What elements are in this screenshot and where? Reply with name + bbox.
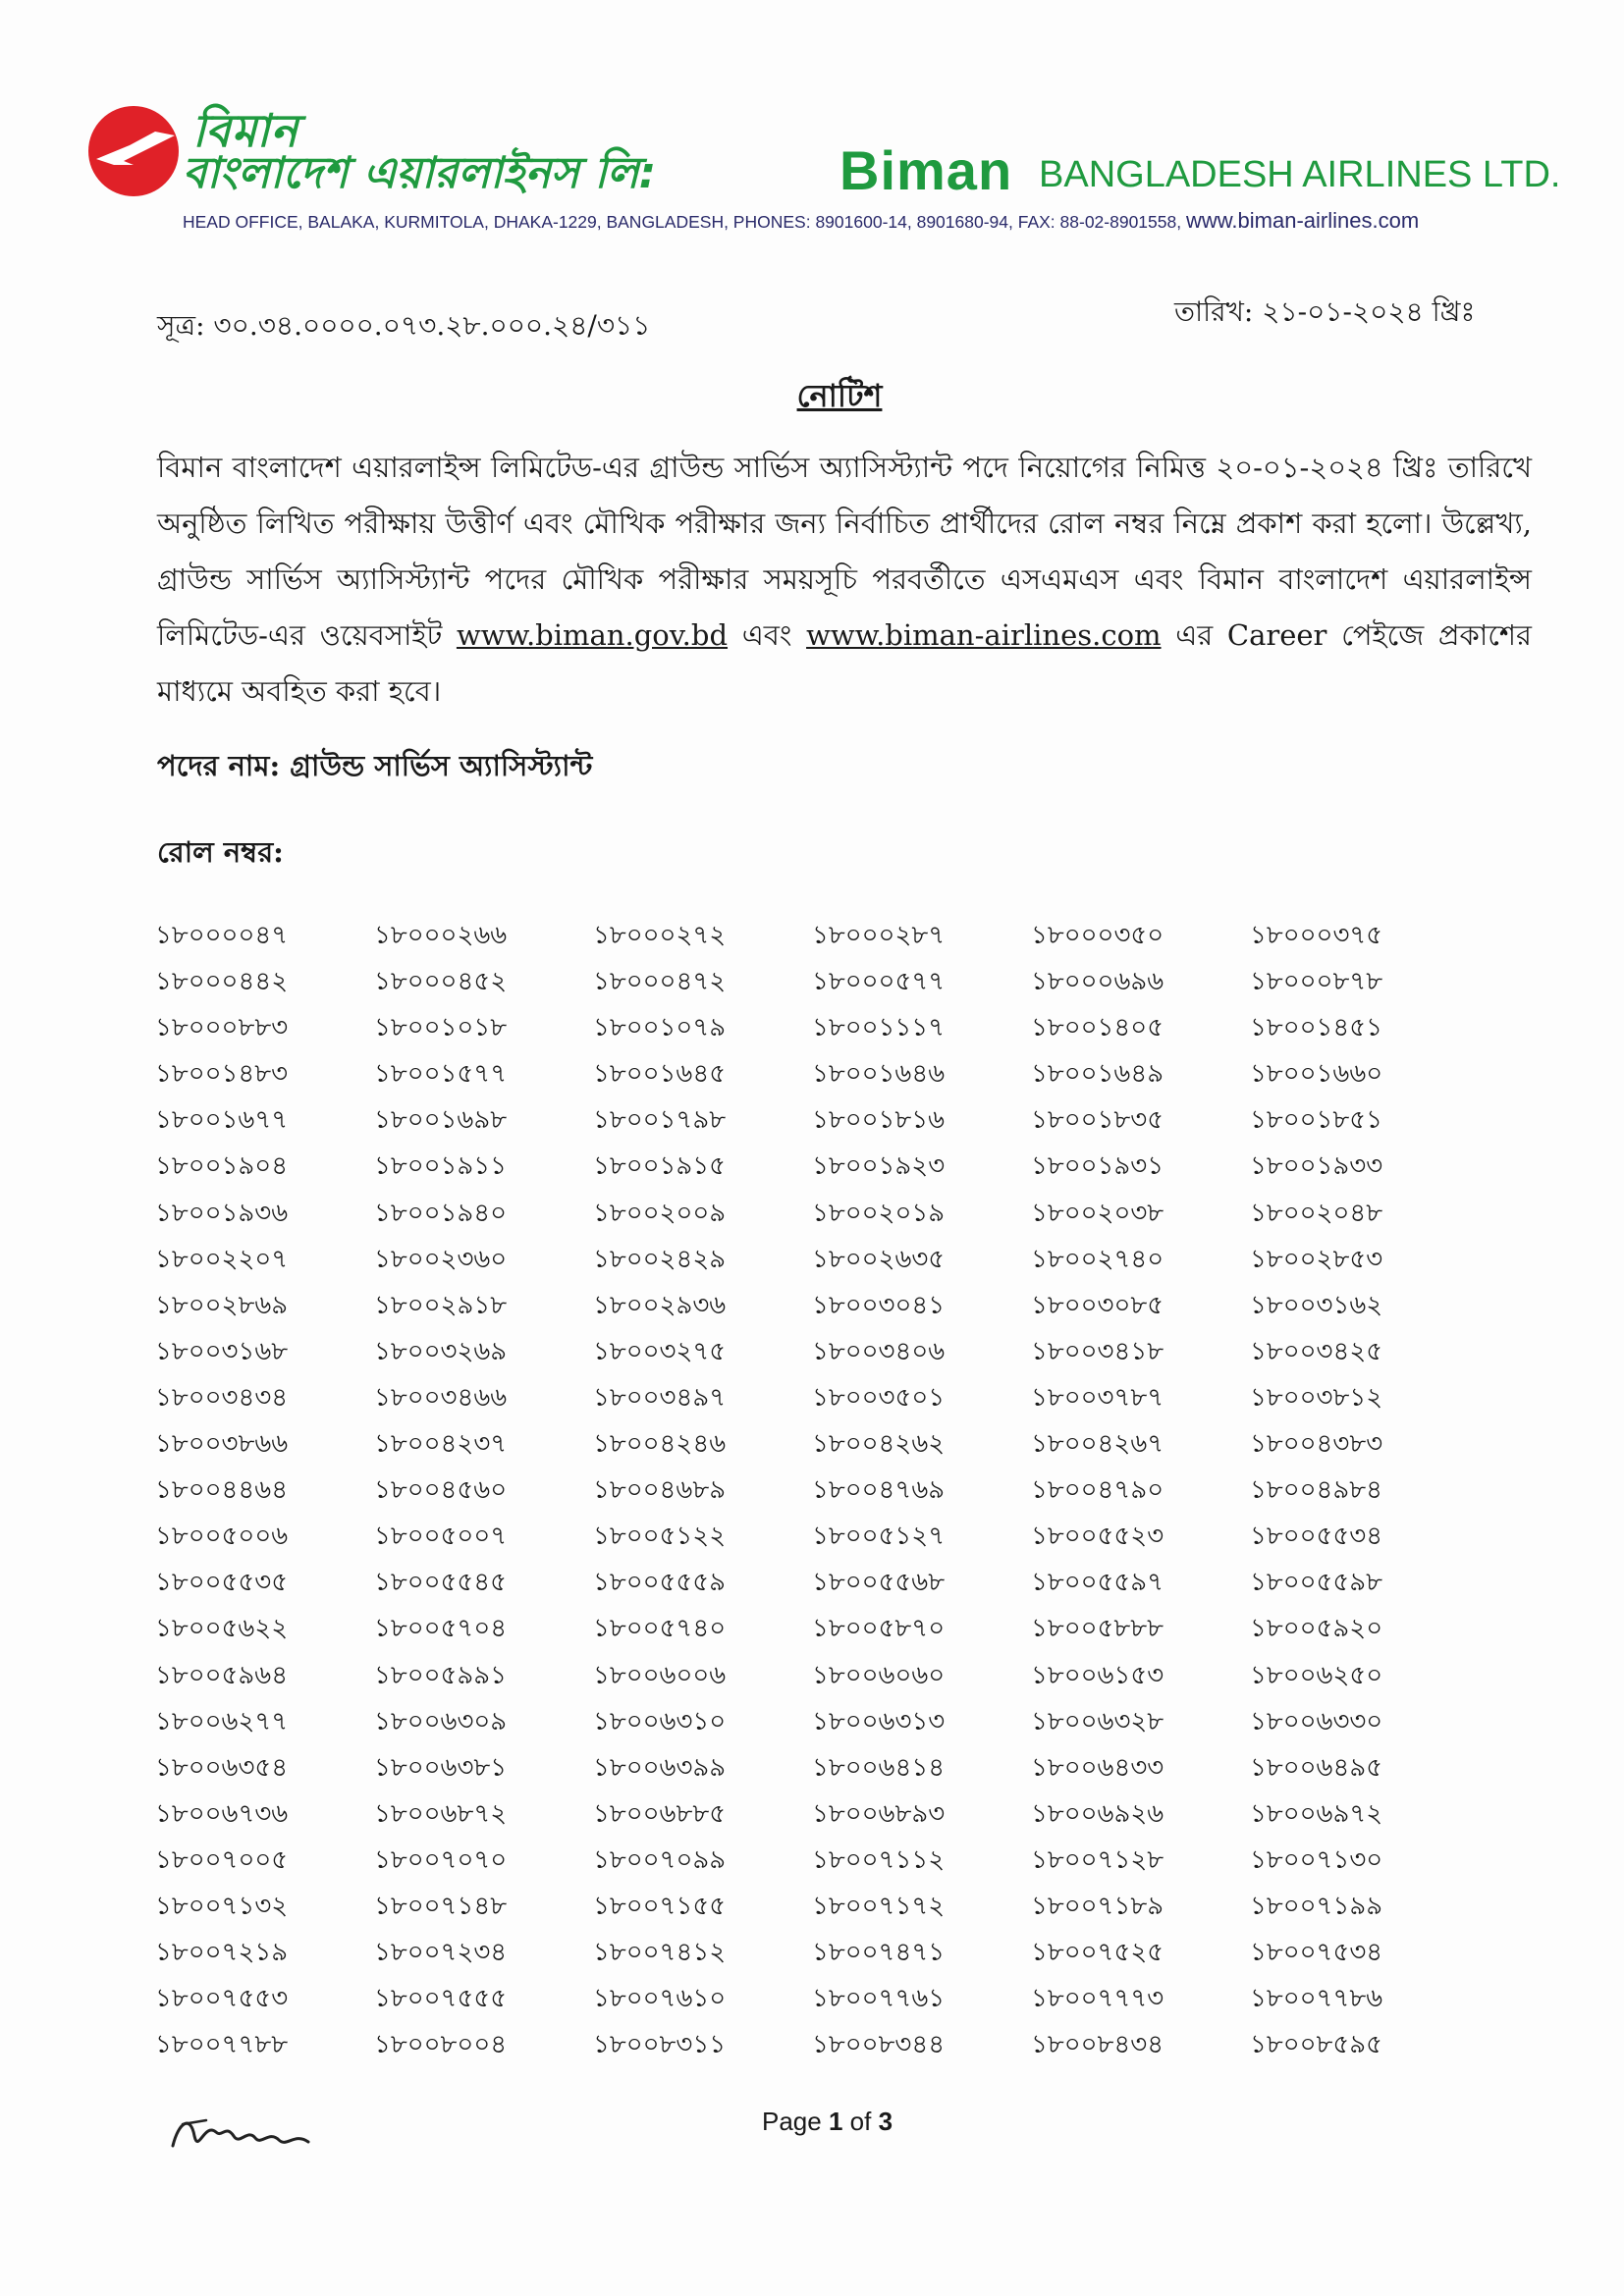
roll-number: ১৮০০৩৮১২ [1250,1382,1383,1413]
roll-number: ১৮০০৭৭৮৮ [155,2030,289,2060]
roll-number: ১৮০০৭১৩০ [1250,1844,1383,1875]
roll-number: ১৮০০৪২৬২ [812,1429,946,1460]
roll-number: ১৮০০৬৩০৯ [374,1706,508,1736]
roll-number: ১৮০০৫৫৬৮ [812,1568,946,1598]
english-company-name: BANGLADESH AIRLINES LTD. [1039,154,1561,195]
roll-number: ১৮০০১৯২৩ [812,1151,946,1182]
roll-number: ১৮০০৩৪৩৪ [155,1382,289,1413]
roll-number: ১৮০০০০৪৭ [155,921,289,950]
roll-number: ১৮০০৬৩৮১ [374,1752,508,1783]
roll-number: ১৮০০৪৪৬৪ [155,1475,289,1506]
page-number [762,2107,893,2137]
roll-number: ১৮০০১০১৮ [374,1013,508,1043]
roll-number: ১৮০০৭৫২৫ [1031,1938,1164,1968]
roll-number: ১৮০০১৮১৬ [812,1105,946,1136]
roll-number: ১৮০০১৮৩৫ [1031,1105,1164,1136]
roll-number: ১৮০০৫৫২৩ [1031,1522,1164,1552]
roll-number: ১৮০০২৯১৮ [374,1290,508,1320]
roll-number: ১৮০০৩১৬২ [1250,1290,1383,1320]
roll-number: ১৮০০৪২৪৬ [593,1429,727,1460]
roll-number: ১৮০০৮৪৩৪ [1031,2030,1164,2060]
roll-number: ১৮০০৬০৬০ [812,1660,946,1690]
roll-number: ১৮০০১৮৫১ [1250,1105,1383,1136]
roll-number: ১৮০০৩১৬৮ [155,1336,289,1366]
roll-number: ১৮০০১৪০৫ [1031,1013,1164,1043]
roll-number: ১৮০০১৯৩১ [1031,1151,1164,1182]
roll-number: ১৮০০৭০৯৯ [593,1844,727,1875]
roll-number: ১৮০০৭৫৩৪ [1250,1938,1383,1968]
body-text-part-2: এবং [728,618,807,652]
roll-number: ১৮০০৭১১২ [812,1844,946,1875]
roll-number: ১৮০০১৬৪৫ [593,1059,727,1090]
roll-number-label: রোল নম্বর: [157,835,284,869]
roll-number: ১৮০০১৬৪৬ [812,1059,946,1090]
roll-number: ১৮০০২২০৭ [155,1244,289,1274]
roll-number: ১৮০০৬৭৩৬ [155,1798,289,1829]
roll-number: ১৮০০৩৪০৬ [812,1336,946,1366]
roll-number: ১৮০০৫৮৭০ [812,1614,946,1644]
roll-number: ১৮০০৩৫০১ [812,1382,946,1413]
roll-number: ১৮০০৫০০৭ [374,1522,508,1552]
roll-number: ১৮০০২০৪৮ [1250,1198,1383,1228]
notice-date: তারিখ: ২১-০১-২০২৪ খ্রিঃ [1174,295,1476,328]
body-text-part-1: বিমান বাংলাদেশ এয়ারলাইন্স লিমিটেড-এর গ্রাউন্ড সার্ভিস অ্যাসিস্ট্যান্ট পদে নিয়োগের নিমিত্ত ২০-০১-২০২৪ খ্রিঃ তারিখে অনুষ্ঠিত লিখিত পরীক্ষায় উত্তীর্ণ এবং মৌখিক পরীক্ষার জন্য নির্বাচিত প্রার্থীদের রোল নম্বর নিম্নে প্রকাশ করা হলো। উল্লেখ্য, গ্রাউন্ড সার্ভিস অ্যাসিস্ট্যান্ট পদের মৌখিক পরীক্ষার সময়সূচি পরবর্তীতে এসএমএস এবং বিমান বাংলাদেশ এয়ারলাইন্স লিমিটেড-এর ওয়েবসাইট [157,451,1532,652]
roll-number: ১৮০০৫৯২০ [1250,1614,1383,1644]
roll-number: ১৮০০৬৩১০ [593,1706,727,1736]
roll-number: ১৮০০৫৯৬৪ [155,1660,289,1690]
roll-number: ১৮০০৫৬২২ [155,1614,289,1644]
roll-number: ১৮০০১৯৪০ [374,1198,508,1228]
roll-number: ১৮০০১৫৭৭ [374,1059,508,1090]
roll-number: ১৮০০৪২৬৭ [1031,1429,1164,1460]
head-office-address: HEAD OFFICE, BALAKA, KURMITOLA, DHAKA-1229, BANGLADESH, PHONES: 8901600-14, 8901680-94, FAX: 88-02-8901558, [183,212,1182,232]
roll-number: ১৮০০৫৫৯৭ [1031,1568,1164,1598]
roll-number: ১৮০০৭১৭২ [812,1891,946,1921]
roll-number: ১৮০০২৭৪০ [1031,1244,1164,1274]
roll-number: ১৮০০৬৪৩৩ [1031,1752,1164,1783]
bengali-name-top: বিমান [192,104,299,157]
post-name: পদের নাম: গ্রাউন্ড সার্ভিস অ্যাসিস্ট্যান্ট [157,749,593,782]
roll-number: ১৮০০৪৭৯০ [1031,1475,1164,1506]
roll-number: ১৮০০৩৪৬৬ [374,1382,508,1413]
roll-number: ১৮০০৬৩৩০ [1250,1706,1383,1736]
roll-number: ১৮০০৩০৪১ [812,1290,946,1320]
roll-number: ১৮০০০৪৭২ [593,967,727,997]
roll-number: ১৮০০৭১৯৯ [1250,1891,1383,1921]
roll-number: ১৮০০০২৬৬ [374,921,508,950]
roll-number: ১৮০০১৬৪৯ [1031,1059,1164,1090]
roll-number: ১৮০০০৪৫২ [374,967,508,997]
roll-number: ১৮০০৫০০৬ [155,1522,289,1552]
roll-number: ১৮০০৫৫৯৮ [1250,1568,1383,1598]
head-office-website: www.biman-airlines.com [1185,208,1420,233]
biman-airlines-link[interactable]: www.biman-airlines.com [806,618,1162,652]
page-total: 3 [878,2107,893,2136]
roll-number: ১৮০০২০৩৮ [1031,1198,1164,1228]
roll-number: ১৮০০৮৩৪৪ [812,2030,946,2060]
roll-number: ১৮০০৬৯৭২ [1250,1798,1383,1829]
roll-number: ১৮০০৬৯২৬ [1031,1798,1164,1829]
roll-number: ১৮০০১৪৫১ [1250,1013,1383,1043]
roll-number: ১৮০০১০৭৯ [593,1013,727,1043]
roll-number: ১৮০০৭৭৭৩ [1031,1984,1164,2014]
page-current: 1 [828,2107,843,2136]
roll-number: ১৮০০১৪৮৩ [155,1059,289,1090]
roll-number: ১৮০০০৮৭৮ [1250,967,1383,997]
roll-number: ১৮০০৭৭৮৬ [1250,1984,1383,2014]
roll-number: ১৮০০১৬৬০ [1250,1059,1383,1090]
roll-number: ১৮০০৭০০৫ [155,1844,289,1875]
roll-number: ১৮০০৬৩৯৯ [593,1752,727,1783]
roll-number: ১৮০০৫৫৩৫ [155,1568,289,1598]
reference-number: সূত্র: ৩০.৩৪.০০০০.০৭৩.২৮.০০০.২৪/৩১১ [157,309,651,342]
roll-number: ১৮০০৮০০৪ [374,2030,508,2060]
roll-number: ১৮০০১৭৯৮ [593,1105,727,1136]
notice-title: নোটিশ [796,377,883,414]
roll-number: ১৮০০০২৮৭ [812,921,946,950]
roll-number: ১৮০০৪৬৮৯ [593,1475,727,1506]
roll-number: ১৮০০৬৪৯৫ [1250,1752,1383,1783]
biman-logo-icon [84,102,183,200]
roll-number: ১৮০০৬৮৯৩ [812,1798,946,1829]
roll-number: ১৮০০৫৭৪০ [593,1614,727,1644]
roll-number: ১৮০০৭১৪৮ [374,1891,508,1921]
roll-number: ১৮০০০৬৯৬ [1031,967,1164,997]
roll-number: ১৮০০৭২১৯ [155,1938,289,1968]
roll-number: ১৮০০১৯০৪ [155,1151,289,1182]
signature [165,2103,322,2162]
roll-number: ১৮০০৩৪১৮ [1031,1336,1164,1366]
roll-number: ১৮০০২০০৯ [593,1198,727,1228]
notice-body [157,440,1532,720]
roll-number: ১৮০০৫৫৪৫ [374,1568,508,1598]
roll-number: ১৮০০৭৫৫৩ [155,1984,289,2014]
roll-number: ১৮০০৫৮৮৮ [1031,1614,1164,1644]
roll-number: ১৮০০৬২৭৭ [155,1706,289,1736]
roll-number: ১৮০০৬৩১৩ [812,1706,946,1736]
roll-number: ১৮০০২৪২৯ [593,1244,727,1274]
roll-number: ১৮০০৬০০৬ [593,1660,727,1690]
body-text-part-3: এর Career পেইজে প্রকাশের মাধ্যমে অবহিত করা হবে। [157,618,1532,708]
roll-number: ১৮০০৫১২২ [593,1522,727,1552]
roll-number: ১৮০০৭১২৮ [1031,1844,1164,1875]
roll-number: ১৮০০৩৭৮৭ [1031,1382,1164,1413]
roll-number: ১৮০০৬৮৭২ [374,1798,508,1829]
roll-number: ১৮০০৭০৭০ [374,1844,508,1875]
roll-number-grid [155,913,1471,2068]
roll-number: ১৮০০৭৫৫৫ [374,1984,508,2014]
roll-number: ১৮০০১৯১১ [374,1151,508,1182]
roll-number: ১৮০০৩০৮৫ [1031,1290,1164,1320]
roll-number: ১৮০০৬২৫০ [1250,1660,1383,1690]
roll-number: ১৮০০১১১৭ [812,1013,946,1043]
roll-number: ১৮০০৭১৫৫ [593,1891,727,1921]
roll-number: ১৮০০৪৩৮৩ [1250,1429,1383,1460]
roll-number: ১৮০০১৯৩৩ [1250,1151,1383,1182]
head-office-line [183,208,1419,234]
page-sep: of [842,2107,879,2136]
roll-number: ১৮০০১৬৯৮ [374,1105,508,1136]
roll-number: ১৮০০৬৪১৪ [812,1752,946,1783]
roll-number: ১৮০০২০১৯ [812,1198,946,1228]
roll-number: ১৮০০৭৭৬১ [812,1984,946,2014]
roll-number: ১৮০০৫৯৯১ [374,1660,508,1690]
roll-number: ১৮০০৭৪১২ [593,1938,727,1968]
roll-number: ১৮০০৭১৩২ [155,1891,289,1921]
page-prefix: Page [762,2107,829,2136]
roll-number: ১৮০০২৩৬০ [374,1244,508,1274]
roll-number: ১৮০০০৩৫০ [1031,921,1164,950]
english-brand: Biman [839,139,1013,201]
roll-number: ১৮০০০৩৭৫ [1250,921,1383,950]
roll-number: ১৮০০১৬৭৭ [155,1105,289,1136]
roll-number: ১৮০০১৯১৫ [593,1151,727,1182]
roll-number: ১৮০০৪৫৬০ [374,1475,508,1506]
roll-number: ১৮০০২৬৩৫ [812,1244,946,1274]
roll-number: ১৮০০৪৭৬৯ [812,1475,946,1506]
roll-number: ১৮০০৬১৫৩ [1031,1660,1164,1690]
roll-number: ১৮০০৩৪৯৭ [593,1382,727,1413]
biman-gov-link[interactable]: www.biman.gov.bd [456,618,729,652]
roll-number: ১৮০০৩৪২৫ [1250,1336,1383,1366]
roll-number: ১৮০০৩২৬৯ [374,1336,508,1366]
roll-number: ১৮০০০৪৪২ [155,967,289,997]
roll-number: ১৮০০৪৯৮৪ [1250,1475,1383,1506]
roll-number: ১৮০০০৮৮৩ [155,1013,289,1043]
roll-number: ১৮০০০৫৭৭ [812,967,946,997]
roll-number: ১৮০০৬৩৫৪ [155,1752,289,1783]
bengali-name-bottom: বাংলাদেশ এয়ারলাইনস লি: [183,148,657,198]
roll-number: ১৮০০৪২৩৭ [374,1429,508,1460]
roll-number: ১৮০০৭৪৭১ [812,1938,946,1968]
roll-number: ১৮০০৫৫৫৯ [593,1568,727,1598]
roll-number: ১৮০০০২৭২ [593,921,727,950]
roll-number: ১৮০০২৮৫৩ [1250,1244,1383,1274]
roll-number: ১৮০০৭৬১০ [593,1984,727,2014]
roll-number: ১৮০০২৯৩৬ [593,1290,727,1320]
roll-number: ১৮০০৫৭০৪ [374,1614,508,1644]
roll-number: ১৮০০৫১২৭ [812,1522,946,1552]
roll-number: ১৮০০২৮৬৯ [155,1290,289,1320]
roll-number: ১৮০০৫৫৩৪ [1250,1522,1383,1552]
roll-number: ১৮০০৩২৭৫ [593,1336,727,1366]
roll-number: ১৮০০৩৮৬৬ [155,1429,289,1460]
roll-number: ১৮০০৮৫৯৫ [1250,2030,1383,2060]
roll-number: ১৮০০৬৮৮৫ [593,1798,727,1829]
roll-number: ১৮০০৭২৩৪ [374,1938,508,1968]
roll-number: ১৮০০৭১৮৯ [1031,1891,1164,1921]
roll-number: ১৮০০১৯৩৬ [155,1198,289,1228]
roll-number: ১৮০০৮৩১১ [593,2030,727,2060]
roll-number: ১৮০০৬৩২৮ [1031,1706,1164,1736]
